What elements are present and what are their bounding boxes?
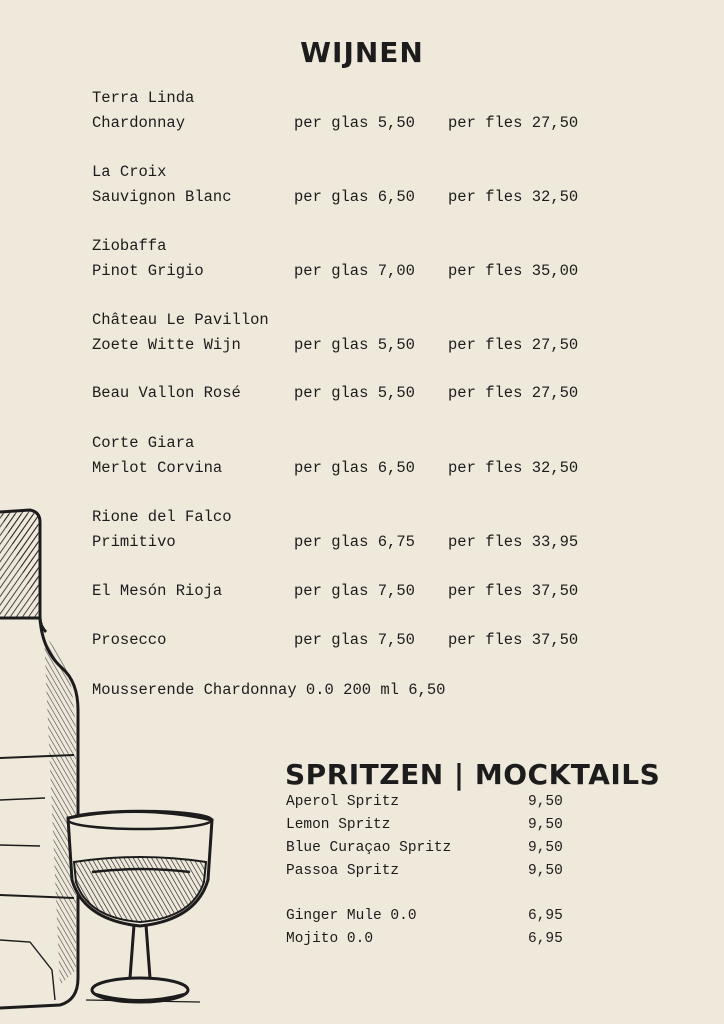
- drink-name: Mojito 0.0: [286, 931, 374, 947]
- drink-price: 9,50: [528, 863, 563, 879]
- wine-producer: Corte Giara: [92, 434, 195, 452]
- price-per-bottle: per fles 27,50: [448, 113, 579, 132]
- wine-section-title: WIJNEN: [300, 36, 424, 69]
- price-per-glass: per glas 7,50: [294, 631, 415, 649]
- drink-price: 6,95: [528, 908, 563, 924]
- wine-name: Primitivo: [92, 532, 176, 551]
- price-per-glass: per glas 5,50: [294, 335, 415, 354]
- list-item: [286, 791, 563, 814]
- wine-name: Pinot Grigio: [92, 261, 204, 280]
- drink-name: Passoa Spritz: [286, 863, 400, 879]
- price-per-glass: per glas 6,75: [294, 532, 415, 551]
- wine-item: [92, 308, 579, 357]
- drink-price: 6,95: [528, 931, 563, 947]
- wine-bottle-and-glass-icon: [0, 500, 230, 1015]
- wine-item: [92, 234, 579, 283]
- mocktail-list: [286, 905, 563, 951]
- price-per-bottle: per fles 33,95: [448, 532, 579, 551]
- list-item: [286, 814, 563, 837]
- price-per-bottle: per fles 27,50: [448, 335, 579, 354]
- drink-name: Lemon Spritz: [286, 817, 391, 833]
- drink-name: Blue Curaçao Spritz: [286, 840, 452, 856]
- price-per-glass: per glas 6,50: [294, 458, 415, 477]
- drink-price: 9,50: [528, 840, 563, 856]
- wine-producer: Terra Linda: [92, 89, 195, 107]
- wine-producer: Château Le Pavillon: [92, 311, 269, 329]
- wine-name: Prosecco: [92, 631, 167, 649]
- price-per-bottle: per fles 32,50: [448, 458, 579, 477]
- wine-name: El Mesón Rioja: [92, 582, 223, 600]
- list-item: [286, 905, 563, 928]
- price-per-bottle: per fles 37,50: [448, 582, 579, 600]
- wine-name: Chardonnay: [92, 113, 186, 132]
- price-per-bottle: per fles 32,50: [448, 187, 579, 206]
- wine-name: Zoete Witte Wijn: [92, 335, 241, 354]
- price-per-bottle: per fles 37,50: [448, 631, 579, 649]
- drink-name: Aperol Spritz: [286, 794, 400, 810]
- price-per-glass: per glas 5,50: [294, 113, 415, 132]
- wine-item: [92, 381, 579, 406]
- spritz-section-title: SPRITZEN | MOCKTAILS: [285, 758, 661, 791]
- sparkling-alcohol-free-note: Mousserende Chardonnay 0.0 200 ml 6,50: [92, 681, 446, 699]
- list-item: [286, 837, 563, 860]
- drink-price: 9,50: [528, 794, 563, 810]
- wine-name: Beau Vallon Rosé: [92, 384, 241, 402]
- price-per-glass: per glas 7,00: [294, 261, 415, 280]
- wine-item: [92, 86, 579, 135]
- price-per-glass: per glas 5,50: [294, 384, 415, 402]
- drink-name: Ginger Mule 0.0: [286, 908, 417, 924]
- price-per-glass: per glas 7,50: [294, 582, 415, 600]
- list-item: [286, 928, 563, 951]
- wine-item: [92, 431, 579, 480]
- drink-price: 9,50: [528, 817, 563, 833]
- price-per-bottle: per fles 27,50: [448, 384, 579, 402]
- price-per-bottle: per fles 35,00: [448, 261, 579, 280]
- wine-name: Sauvignon Blanc: [92, 187, 232, 206]
- wine-item: [92, 160, 579, 209]
- spritz-list: [286, 791, 563, 883]
- wine-producer: La Croix: [92, 163, 167, 181]
- wine-producer: Ziobaffa: [92, 237, 167, 255]
- list-item: [286, 860, 563, 883]
- price-per-glass: per glas 6,50: [294, 187, 415, 206]
- wine-producer: Rione del Falco: [92, 508, 232, 526]
- wine-name: Merlot Corvina: [92, 458, 223, 477]
